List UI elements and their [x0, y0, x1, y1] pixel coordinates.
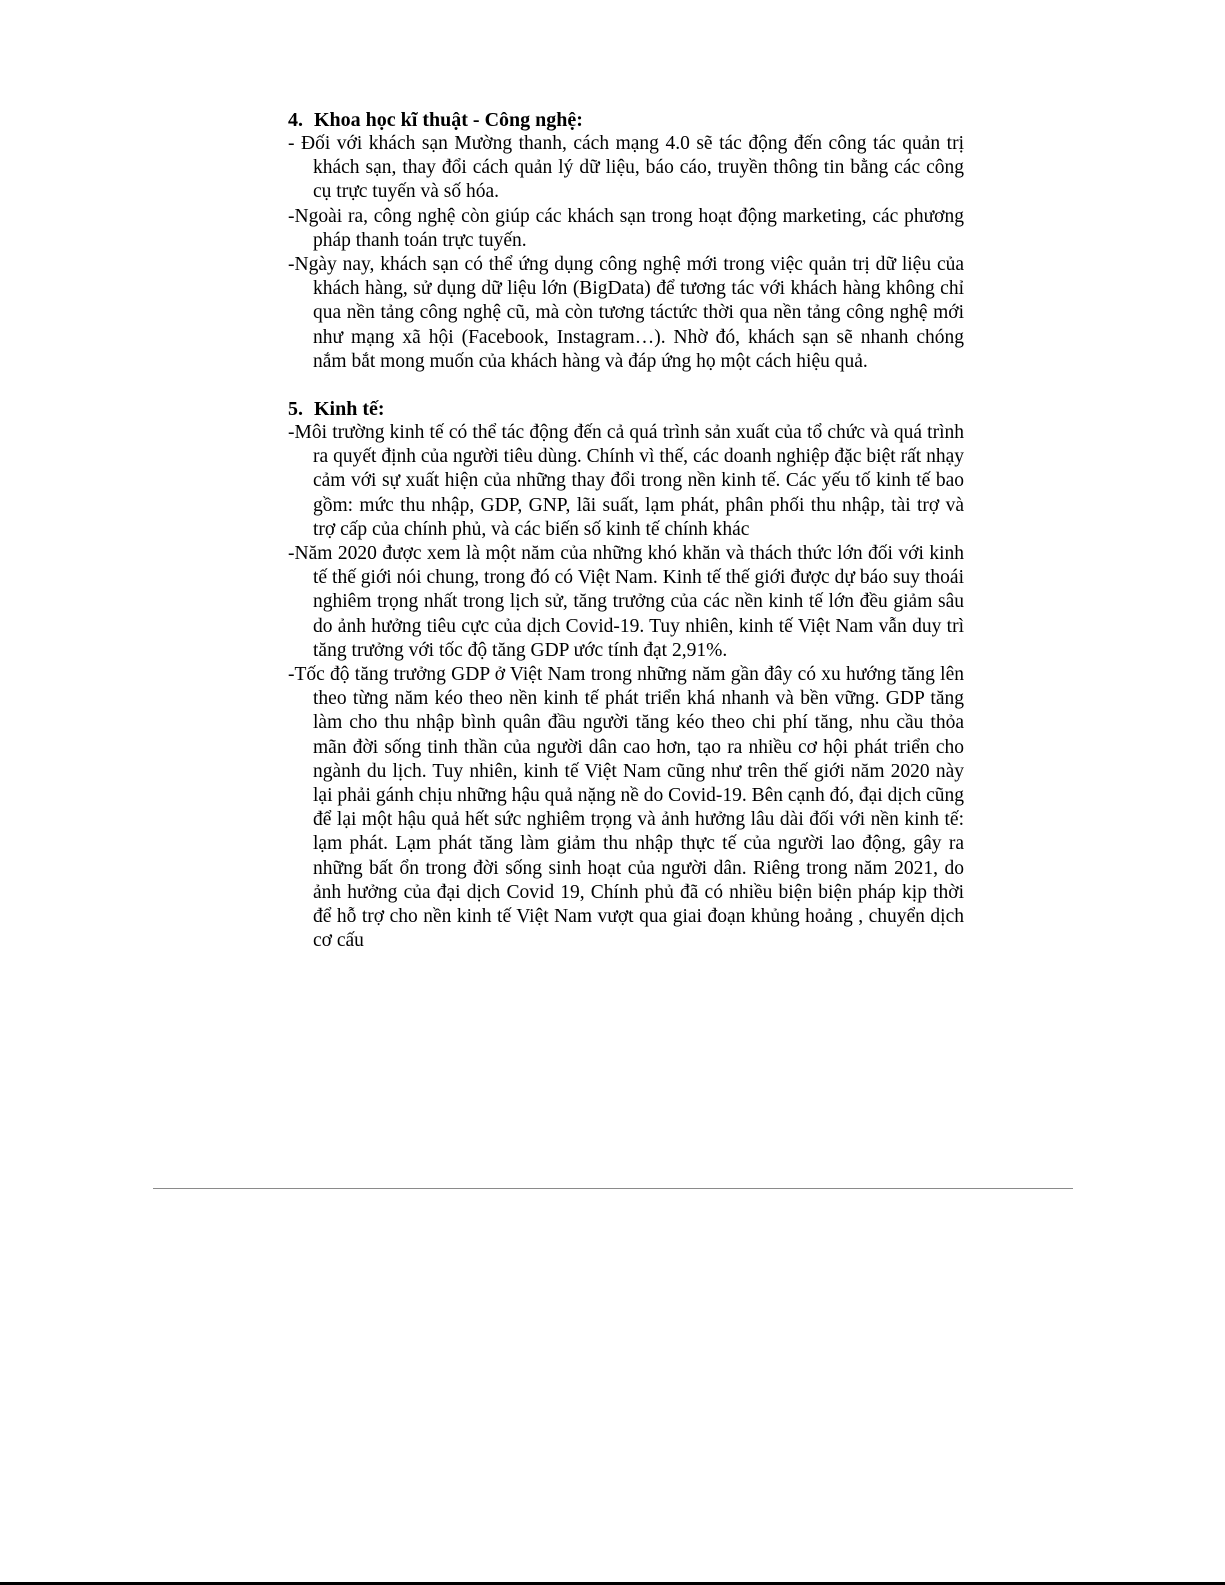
- paragraph: - Đối với khách sạn Mường thanh, cách mạng 4.0 sẽ tác động đến công tác quản trị khách sạn, thay đổi cách quản lý dữ liệu, báo cáo, truyền thông tin bằng các công cụ trực tuyến và số hóa.: [288, 133, 964, 203]
- paragraph: -Ngoài ra, công nghệ còn giúp các khách sạn trong hoạt động marketing, các phương pháp thanh toán trực tuyến.: [288, 205, 964, 251]
- section-title: Khoa học kĩ thuật - Công nghệ:: [314, 109, 583, 131]
- section-title: Kinh tế:: [314, 398, 385, 421]
- paragraph: -Ngày nay, khách sạn có thể ứng dụng công nghệ mới trong việc quản trị dữ liệu của khách hàng, sử dụng dữ liệu lớn (BigData) để tương tác với khách hàng không chỉ qua nền tảng công nghệ cũ, mà còn tương táctức thời qua nền tảng công nghệ mới như mạng xã hội (Facebook, Instagram…). Nhờ đó, khách sạn sẽ nhanh chóng nắm bắt mong muốn của khách hàng và đáp ứng họ một cách hiệu quả.: [288, 254, 964, 372]
- page-divider: [153, 1188, 1073, 1189]
- paragraph: -Môi trường kinh tế có thể tác động đến cả quá trình sản xuất của tổ chức và quá trình ra quyết định của người tiêu dùng. Chính vì thế, các doanh nghiệp đặc biệt rất nhạy cảm với sự xuất hiện của những thay đổi trong nền kinh tế. Các yếu tố kinh tế bao gồm: mức thu nhập, GDP, GNP, lãi suất, lạm phát, phân phối thu nhập, tài trợ và trợ cấp của chính phủ, và các biến số kinh tế chính khác: [288, 422, 964, 540]
- section-number: 5.: [288, 398, 303, 421]
- document-page: [288, 108, 964, 954]
- paragraph: -Tốc độ tăng trưởng GDP ở Việt Nam trong những năm gần đây có xu hướng tăng lên theo từng năm kéo theo nền kinh tế phát triển khá nhanh và bền vững. GDP tăng làm cho thu nhập bình quân đầu người tăng kéo theo chi phí tăng, nhu cầu thỏa mãn đời sống tinh thần của người dân cao hơn, tạo ra nhiều cơ hội phát triển cho ngành du lịch. Tuy nhiên, kinh tế Việt Nam cũng như trên thế giới năm 2020 này lại phải gánh chịu những hậu quả nặng nề do Covid-19. Bên cạnh đó, đại dịch cũng để lại một hậu quả hết sức nghiêm trọng và ảnh hưởng lâu dài đối với nền kinh tế: lạm phát. Lạm phát tăng làm giảm thu nhập thực tế của người lao động, gây ra những bất ổn trong đời sống sinh hoạt của người dân. Riêng trong năm 2021, do ảnh hưởng của đại dịch Covid 19, Chính phủ đã có nhiều biện biện pháp kịp thời để hỗ trợ cho nền kinh tế Việt Nam vượt qua giai đoạn khủng hoảng , chuyển dịch cơ cấu: [288, 664, 964, 952]
- section-heading: [288, 397, 964, 421]
- section-heading: [288, 108, 964, 132]
- section-number: 4.: [288, 109, 303, 131]
- section-technology: [288, 108, 964, 374]
- section-economy: [288, 397, 964, 953]
- paragraph: -Năm 2020 được xem là một năm của những khó khăn và thách thức lớn đối với kinh tế thế giới nói chung, trong đó có Việt Nam. Kinh tế thế giới được dự báo suy thoái nghiêm trọng nhất trong lịch sử, tăng trưởng của các nền kinh tế lớn đều giảm sâu do ảnh hưởng tiêu cực của dịch Covid-19. Tuy nhiên, kinh tế Việt Nam vẫn duy trì tăng trưởng với tốc độ tăng GDP ước tính đạt 2,91%.: [288, 543, 964, 661]
